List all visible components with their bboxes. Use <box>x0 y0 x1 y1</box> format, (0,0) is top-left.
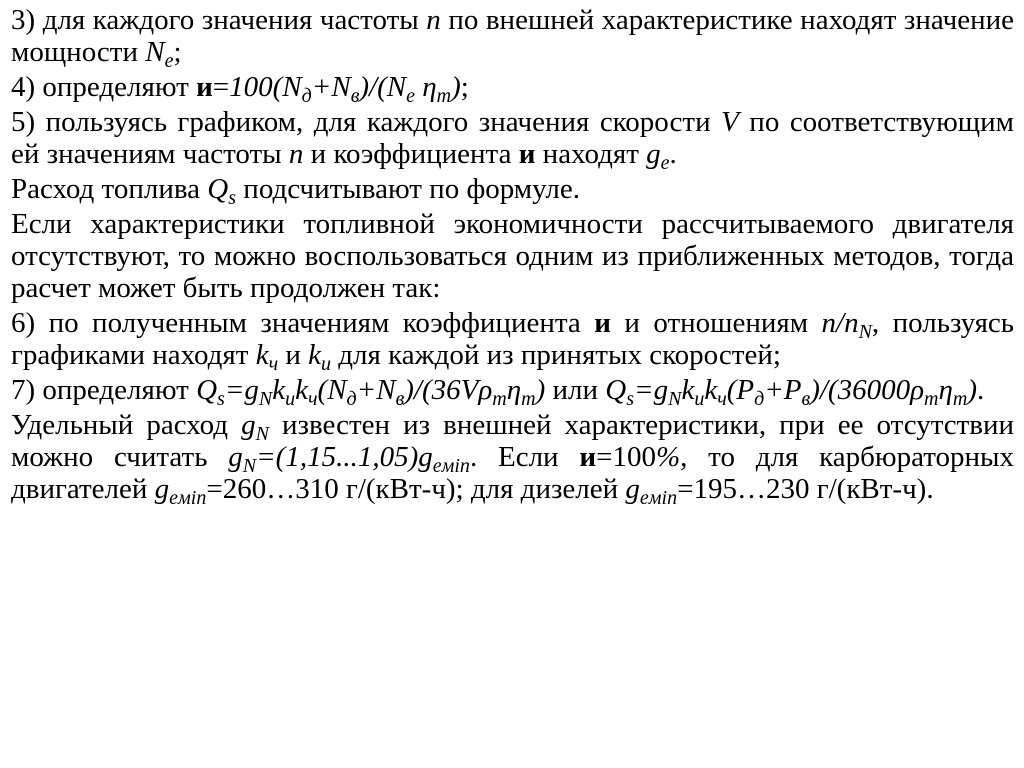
variable-n: n <box>288 138 304 170</box>
text: по соответствующим ей значениям частоты <box>11 106 1015 170</box>
text: для каждой из принятых скоростей; <box>331 339 781 371</box>
text: по внешней характеристике находят значение мощности <box>11 4 1014 68</box>
text: 7) определяют <box>11 374 197 406</box>
variable-V: V <box>721 106 739 138</box>
text: , пользуясь графиками находят <box>11 307 1015 371</box>
text: . <box>669 138 677 170</box>
text: 6) по полученным значениям коэффициента <box>11 307 595 339</box>
text: 4) определяют <box>11 71 197 103</box>
variable-k-i: $k_и$ <box>308 339 332 375</box>
fuel-consumption-paragraph <box>11 173 1014 209</box>
ratio-n-nN: $n/n_N$ <box>821 307 872 343</box>
text: , то для карбюраторных двигателей <box>11 441 1015 505</box>
formula-gN: $g_N=(1,15...1,05)g_{eмin}$ <box>228 441 470 477</box>
step-7-paragraph <box>11 374 1014 410</box>
step-4-paragraph <box>11 71 1014 107</box>
gemin-diesel: $g_{eмin}$ <box>625 473 678 509</box>
text: = <box>212 71 230 103</box>
variable-u: и <box>594 307 611 339</box>
text: 5) пользуясь графиком, для каждого значения скорости <box>11 106 722 138</box>
text: известен из внешней характеристики, при ее отсутствии можно считать <box>11 409 1014 473</box>
text: . <box>976 374 985 406</box>
variable-n: n <box>426 4 441 36</box>
step-3-paragraph <box>11 4 1014 72</box>
formula-qs-force: $Q_s=g_Nk_иk_ч(P_д+P_в)/(36000\rho_т\eta_т)$ <box>605 374 977 410</box>
variable-k-ch: $k_ч$ <box>255 339 279 375</box>
variable-u: и <box>518 138 536 170</box>
text: находят <box>535 138 647 170</box>
step-6-paragraph <box>11 307 1015 375</box>
text: 3) для каждого значения частоты <box>11 4 427 36</box>
text: и отношениям <box>610 307 822 339</box>
text: =100 <box>596 441 656 473</box>
formula-qs-power: $Q_s=g_Nk_иk_ч(N_д+N_в)/(36V\rho_т\eta_т)$ <box>196 374 546 410</box>
text: =195…230 г/(кВт-ч). <box>677 473 934 505</box>
text: =260…310 г/(кВт-ч); для дизелей <box>206 473 626 505</box>
gemin-carburetor: $g_{eмin}$ <box>154 473 207 509</box>
variable-Ne: $N_e$ <box>145 36 174 72</box>
variable-ge: $g_e$ <box>646 138 670 174</box>
step-5-paragraph <box>11 106 1015 174</box>
variable-u: и <box>579 441 597 473</box>
percent-sign: % <box>655 441 681 473</box>
formula-u: $100(N_д+N_в)/(N_e$ $\eta_т$) <box>229 71 461 107</box>
variable-u: и <box>196 71 213 103</box>
text: и <box>278 339 309 371</box>
variable-gN: $g_N$ <box>241 409 269 445</box>
text: или <box>545 374 606 406</box>
text: подсчитывают по формуле. <box>236 173 580 205</box>
variable-Qs: $Q_s$ <box>207 173 237 209</box>
text: и коэффициента <box>303 138 519 170</box>
text: ; <box>173 36 182 68</box>
approximate-methods-paragraph: Если характеристики топливной экономичности рассчитываемого двигателя отсутствуют, то можно воспользоваться одним из приближенных методов, тогда расчет может быть продолжен так: <box>11 208 1014 304</box>
text: Расход топлива <box>11 173 208 205</box>
specific-consumption-paragraph <box>11 409 1015 509</box>
text: ; <box>460 71 469 103</box>
text: Удельный расход <box>11 409 242 441</box>
text: . Если <box>469 441 580 473</box>
